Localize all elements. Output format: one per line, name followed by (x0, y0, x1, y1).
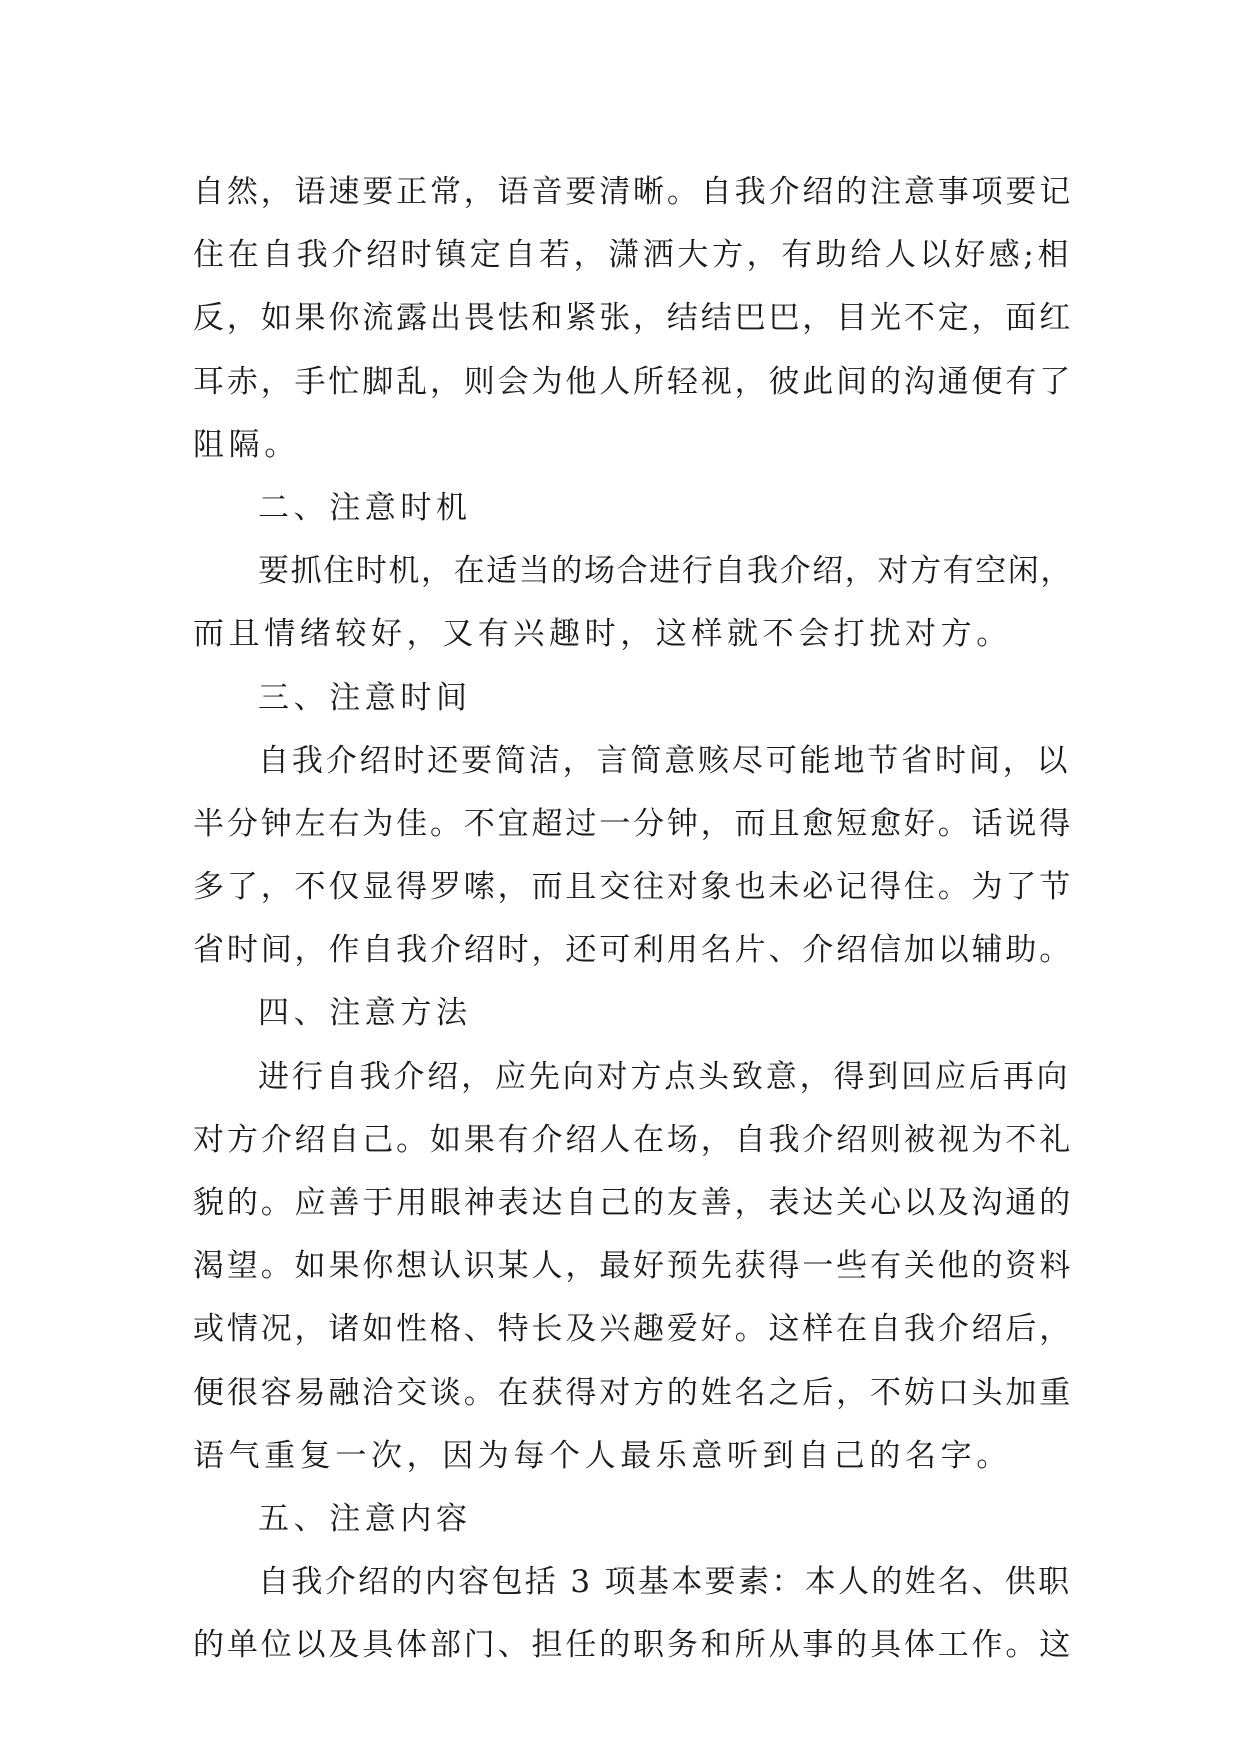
text-line: 半分钟左右为佳。不宜超过一分钟，而且愈短愈好。话说得 (193, 805, 1074, 842)
text-line: 自然，语速要正常，语音要清晰。自我介绍的注意事项要记 (193, 174, 1074, 210)
text-line: 对方介绍自己。如果有介绍人在场，自我介绍则被视为不礼 (193, 1121, 1074, 1158)
text-line: 渴望。如果你想认识某人，最好预先获得一些有关他的资料 (193, 1248, 1074, 1285)
text-line: 多了，不仅显得罗嗦，而且交往对象也未必记得住。为了节 (193, 869, 1074, 906)
section-heading: 四、注意方法 (258, 995, 472, 1032)
section-heading: 三、注意时间 (258, 679, 472, 716)
text-line: 省时间，作自我介绍时，还可利用名片、介绍信加以辅助。 (193, 932, 1074, 969)
text-line: 住在自我介绍时镇定自若，潇洒大方，有助给人以好感;相 (193, 237, 1073, 274)
text-line: 语气重复一次，因为每个人最乐意听到自己的名字。 (193, 1437, 1012, 1474)
text-line: 貌的。应善于用眼神表达自己的友善，表达关心以及沟通的 (193, 1185, 1074, 1221)
text-line: 自我介绍的内容包括 3 项基本要素：本人的姓名、供职 (258, 1564, 1072, 1601)
text-line: 耳赤，手忙脚乱，则会为他人所轻视，彼此间的沟通便有了 (193, 363, 1074, 400)
text-line: 进行自我介绍，应先向对方点头致意，得到回应后再向 (258, 1058, 1071, 1095)
text-line: 反，如果你流露出畏怯和紧张，结结巴巴，目光不定，面红 (193, 300, 1074, 337)
text-line: 或情况，诸如性格、特长及兴趣爱好。这样在自我介绍后， (193, 1311, 1074, 1348)
text-line: 便很容易融洽交谈。在获得对方的姓名之后，不妨口头加重 (193, 1374, 1074, 1411)
document-body (193, 161, 1073, 1678)
text-line: 阻隔。 (193, 426, 300, 463)
text-line: 的单位以及具体部门、担任的职务和所从事的具体工作。这 (193, 1627, 1074, 1664)
text-line: 自我介绍时还要简洁，言简意赅尽可能地节省时间，以 (258, 742, 1071, 779)
text-line: 要抓住时机，在适当的场合进行自我介绍，对方有空闲， (258, 553, 1073, 590)
text-line: 而且情绪较好，又有兴趣时，这样就不会打扰对方。 (193, 616, 1012, 653)
section-heading: 五、注意内容 (258, 1500, 472, 1537)
section-heading: 二、注意时机 (258, 489, 472, 526)
